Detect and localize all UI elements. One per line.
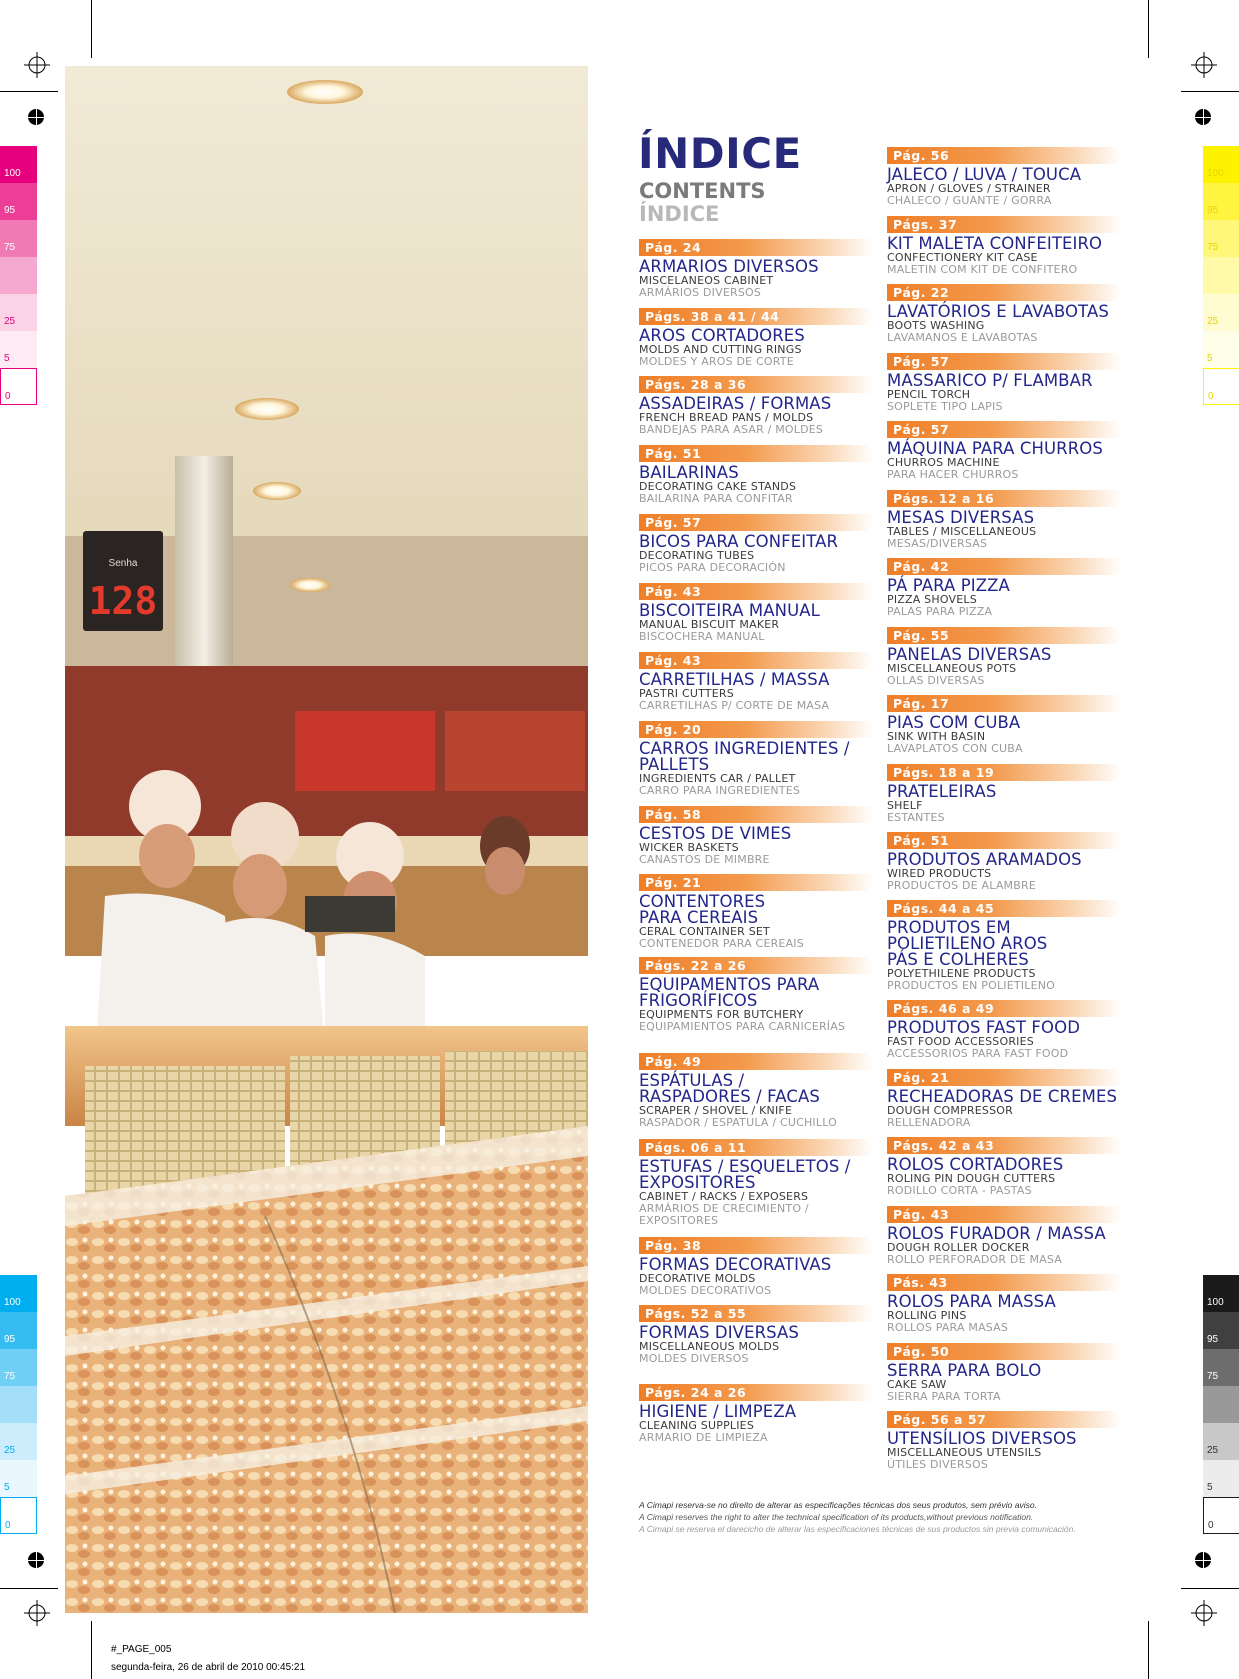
color-swatch — [0, 1423, 37, 1460]
swatch-label: 95 — [4, 205, 16, 216]
index-entry — [887, 147, 1122, 207]
english-translation: TABLES / MISCELLANEOUS — [887, 525, 1037, 538]
page-ref-badge: Págs. 44 a 45 — [887, 900, 1122, 917]
index-entry — [887, 284, 1122, 344]
index-entry — [887, 832, 1122, 892]
spanish-translation: ROLLO PERFORADOR DE MASA — [887, 1253, 1062, 1266]
index-entry — [887, 900, 1122, 992]
page-ref-badge: Pág. 56 a 57 — [887, 1411, 1122, 1428]
page-ref-badge: Pág. 43 — [887, 1206, 1122, 1223]
swatch-label: 0 — [5, 391, 11, 402]
page-title: ÍNDICE — [638, 129, 802, 178]
page-ref-badge: Págs. 42 a 43 — [887, 1137, 1122, 1154]
page-ref-badge: Pág. 21 — [887, 1069, 1122, 1086]
spanish-translation: RASPADOR / ESPATULA / CUCHILLO — [639, 1116, 837, 1129]
index-entry — [887, 1274, 1122, 1334]
index-entry — [639, 652, 874, 712]
swatch-label: 5 — [1207, 1482, 1213, 1493]
spanish-translation: MESAS/DIVERSAS — [887, 537, 988, 550]
english-translation: CLEANING SUPPLIES — [639, 1419, 755, 1432]
page-ref-badge: Págs. 28 a 36 — [639, 376, 874, 393]
color-swatch — [0, 294, 37, 331]
swatch-label: 5 — [1207, 353, 1213, 364]
spanish-translation: ARMÁRIOS DIVERSOS — [639, 286, 762, 299]
product-name: UTENSÍLIOS DIVERSOS — [887, 1429, 1077, 1448]
crop-mark — [91, 1621, 92, 1679]
product-name: PRODUTOS ARAMADOS — [887, 850, 1082, 869]
english-translation: CONFECTIONERY KIT CASE — [887, 251, 1038, 264]
product-name: EQUIPAMENTOS PARA FRIGORÍFICOS — [639, 975, 820, 1010]
index-entry — [639, 1053, 874, 1129]
product-name: ROLOS PARA MASSA — [887, 1292, 1056, 1311]
spanish-translation: BAILARINA PARA CONFITAR — [639, 492, 793, 505]
english-translation: DECORATING TUBES — [639, 549, 755, 562]
color-swatch — [1203, 1349, 1239, 1386]
spanish-translation: ARMÁRIOS DE CRECIMIENTO / EXPOSITORES — [639, 1202, 809, 1227]
crop-mark — [0, 1588, 58, 1589]
color-swatch — [1203, 1275, 1239, 1312]
footer-timestamp: segunda-feira, 26 de abril de 2010 00:45:21 — [111, 1662, 306, 1673]
product-name: MÁQUINA PARA CHURROS — [887, 439, 1103, 458]
index-entry — [639, 1139, 874, 1227]
disclaimer-es: A Cimapi se reserva el darecicho de alterar las especificaciones técnicas de sus productos sin previa comunicación. — [639, 1524, 1076, 1534]
product-name: RECHEADORAS DE CREMES — [887, 1087, 1118, 1106]
english-translation: POLYETHILENE PRODUCTS — [887, 967, 1036, 980]
swatch-label: 100 — [1207, 1297, 1224, 1308]
color-swatch — [1203, 294, 1239, 331]
product-name: PIAS COM CUBA — [887, 713, 1021, 732]
english-translation: FAST FOOD ACCESSORIES — [887, 1035, 1034, 1048]
product-name: PANELAS DIVERSAS — [887, 645, 1052, 664]
counter-display: 128 — [88, 579, 158, 623]
page-ref-badge: Págs. 24 a 26 — [639, 1384, 874, 1401]
page-ref-badge: Pág. 38 — [639, 1237, 874, 1254]
registration-mark-icon — [24, 52, 50, 78]
spanish-translation: OLLAS DIVERSAS — [887, 674, 985, 687]
color-swatch — [1203, 1312, 1239, 1349]
index-entry — [639, 445, 874, 505]
crop-mark — [0, 91, 58, 92]
spanish-translation: ESTANTES — [887, 811, 945, 824]
page-ref-badge: Págs. 18 a 19 — [887, 764, 1122, 781]
index-entry — [639, 583, 874, 643]
color-swatch — [1203, 1423, 1239, 1460]
spanish-translation: CANASTOS DE MIMBRE — [639, 853, 770, 866]
english-translation: SHELF — [887, 799, 923, 812]
english-translation: MISCELLANEOUS MOLDS — [639, 1340, 780, 1353]
registration-mark-icon — [24, 1600, 50, 1626]
spanish-translation: MOLDES Y AROS DE CORTE — [639, 355, 794, 368]
index-entry — [639, 514, 874, 574]
product-name: ROLOS CORTADORES — [887, 1155, 1064, 1174]
spanish-translation: SIERRA PARA TORTA — [887, 1390, 1001, 1403]
page-ref-badge: Págs. 38 a 41 / 44 — [639, 308, 874, 325]
product-name: ASSADEIRAS / FORMAS — [639, 394, 832, 413]
page-ref-badge: Págs. 06 a 11 — [639, 1139, 874, 1156]
page-ref-badge: Pág. 17 — [887, 695, 1122, 712]
spanish-translation: ARMARIO DE LIMPIEZA — [639, 1431, 768, 1444]
product-name: BICOS PARA CONFEITAR — [639, 532, 839, 551]
index-entry — [887, 558, 1122, 618]
page-ref-badge: Págs. 12 a 16 — [887, 490, 1122, 507]
english-translation: MISCELLANEOUS UTENSILS — [887, 1446, 1042, 1459]
spanish-translation: LAVAMANOS E LAVABOTAS — [887, 331, 1038, 344]
page-ref-badge: Pág. 20 — [639, 721, 874, 738]
english-translation: SCRAPER / SHOVEL / KNIFE — [639, 1104, 793, 1117]
product-name: HIGIENE / LIMPEZA — [639, 1402, 797, 1421]
english-translation: ROLING PIN DOUGH CUTTERS — [887, 1172, 1056, 1185]
index-entry — [887, 1137, 1122, 1197]
product-name: CESTOS DE VIMES — [639, 824, 792, 843]
registration-dot-icon — [1195, 1552, 1211, 1568]
swatch-label: 95 — [1207, 1334, 1219, 1345]
registration-mark-icon — [1191, 1600, 1217, 1626]
spanish-translation: SOPLETE TIPO LAPIS — [887, 400, 1003, 413]
bakery-photo — [65, 66, 588, 1613]
swatch-label: 95 — [1207, 205, 1219, 216]
index-entry — [887, 1343, 1122, 1403]
crop-mark — [1181, 91, 1239, 92]
swatch-label: 100 — [1207, 168, 1224, 179]
product-name: FORMAS DECORATIVAS — [639, 1255, 832, 1274]
page-ref-badge: Pág. 24 — [639, 239, 874, 256]
page-ref-badge: Pág. 50 — [887, 1343, 1122, 1360]
page-ref-badge: Pág. 57 — [639, 514, 874, 531]
product-name: PÁ PARA PIZZA — [887, 576, 1010, 595]
spanish-translation: ROLLOS PARA MASAS — [887, 1321, 1009, 1334]
page-ref-badge: Pág. 49 — [639, 1053, 874, 1070]
crop-mark — [91, 0, 92, 58]
spanish-translation: PRODUCTOS EN POLIETILENO — [887, 979, 1056, 992]
page-subtitle-en: CONTENTS — [639, 179, 766, 203]
crop-mark — [1148, 1621, 1149, 1679]
color-swatch — [0, 368, 37, 405]
page-ref-badge: Pág. 21 — [639, 874, 874, 891]
index-entry — [639, 1305, 874, 1365]
english-translation: DECORATIVE MOLDS — [639, 1272, 756, 1285]
color-swatch — [1203, 1497, 1239, 1534]
display-label: Senha — [108, 558, 138, 569]
spanish-translation: ÚTILES DIVERSOS — [887, 1458, 989, 1471]
spanish-translation: CHALECO / GUANTE / GORRA — [887, 194, 1052, 207]
index-entry — [887, 695, 1122, 755]
color-swatch — [0, 1349, 37, 1386]
spanish-translation: BISCOCHERA MANUAL — [639, 630, 765, 643]
swatch-label: 0 — [1208, 1520, 1214, 1531]
crop-mark — [1181, 1588, 1239, 1589]
product-name: FORMAS DIVERSAS — [639, 1323, 799, 1342]
swatch-label: 75 — [1207, 1371, 1219, 1382]
registration-dot-icon — [28, 109, 44, 125]
index-entry — [887, 627, 1122, 687]
english-translation: CABINET / RACKS / EXPOSERS — [639, 1190, 809, 1203]
product-name: LAVATÓRIOS E LAVABOTAS — [887, 302, 1109, 321]
page-ref-badge: Pág. 51 — [887, 832, 1122, 849]
index-entry — [639, 239, 874, 299]
english-translation: BOOTS WASHING — [887, 319, 985, 332]
index-entry — [887, 490, 1122, 550]
page-ref-badge: Págs. 37 — [887, 216, 1122, 233]
index-entry — [639, 806, 874, 866]
spanish-translation: PARA HACER CHURROS — [887, 468, 1019, 481]
english-translation: MISCELLANEOUS POTS — [887, 662, 1017, 675]
color-swatch — [1203, 331, 1239, 368]
swatch-label: 75 — [1207, 242, 1219, 253]
color-bar-yellow — [1203, 146, 1239, 405]
page-ref-badge: Págs. 52 a 55 — [639, 1305, 874, 1322]
swatch-label: 100 — [4, 1297, 21, 1308]
index-entry — [639, 308, 874, 368]
index-entry — [887, 1000, 1122, 1060]
swatch-label: 5 — [4, 353, 10, 364]
product-name: ROLOS FURADOR / MASSA — [887, 1224, 1106, 1243]
english-translation: ROLLING PINS — [887, 1309, 967, 1322]
color-bar-magenta — [0, 146, 37, 405]
spanish-translation: ACCESSORIOS PARA FAST FOOD — [887, 1047, 1069, 1060]
color-swatch — [0, 146, 37, 183]
color-swatch — [0, 1386, 37, 1423]
index-entry — [887, 764, 1122, 824]
spanish-translation: PALAS PARA PIZZA — [887, 605, 993, 618]
color-swatch — [1203, 220, 1239, 257]
english-translation: DOUGH COMPRESSOR — [887, 1104, 1013, 1117]
footer-page-id: #_PAGE_005 — [111, 1644, 172, 1655]
english-translation: MANUAL BISCUIT MAKER — [639, 618, 780, 631]
english-translation: PENCIL TORCH — [887, 388, 971, 401]
english-translation: APRON / GLOVES / STRAINER — [887, 182, 1051, 195]
product-name: SERRA PARA BOLO — [887, 1361, 1042, 1380]
page-ref-badge: Pág. 42 — [887, 558, 1122, 575]
product-name: ESPÁTULAS / RASPADORES / FACAS — [639, 1071, 820, 1106]
index-entry — [639, 874, 874, 950]
registration-mark-icon — [1191, 52, 1217, 78]
swatch-label: 25 — [1207, 316, 1219, 327]
product-name: ARMARIOS DIVERSOS — [639, 257, 819, 276]
page-ref-badge: Pág. 43 — [639, 583, 874, 600]
product-name: AROS CORTADORES — [639, 326, 805, 345]
page-ref-badge: Págs. 46 a 49 — [887, 1000, 1122, 1017]
page-ref-badge: Pág. 57 — [887, 353, 1122, 370]
english-translation: DECORATING CAKE STANDS — [639, 480, 797, 493]
index-entry — [639, 1384, 874, 1444]
color-swatch — [1203, 146, 1239, 183]
color-bar-cyan — [0, 1275, 37, 1534]
english-translation: WIRED PRODUCTS — [887, 867, 992, 880]
page-ref-badge: Pág. 55 — [887, 627, 1122, 644]
page-ref-badge: Pág. 56 — [887, 147, 1122, 164]
spanish-translation: LAVAPLATOS CON CUBA — [887, 742, 1023, 755]
index-entry — [887, 216, 1122, 276]
spanish-translation: PICOS PARA DECORACIÓN — [639, 561, 786, 574]
page-subtitle-es: ÍNDICE — [639, 202, 720, 226]
color-bar-black — [1203, 1275, 1239, 1534]
spanish-translation: CONTENEDOR PARA CEREAIS — [639, 937, 804, 950]
spanish-translation: MALETIN COM KIT DE CONFITERO — [887, 263, 1078, 276]
page-ref-badge: Pág. 57 — [887, 421, 1122, 438]
index-entry — [887, 353, 1122, 413]
product-name: PRODUTOS FAST FOOD — [887, 1018, 1081, 1037]
english-translation: DOUGH ROLLER DOCKER — [887, 1241, 1030, 1254]
english-translation: CAKE SAW — [887, 1378, 947, 1391]
page-ref-badge: Pás. 43 — [887, 1274, 1122, 1291]
crop-mark — [1148, 0, 1149, 58]
page-ref-badge: Pág. 22 — [887, 284, 1122, 301]
color-swatch — [0, 1460, 37, 1497]
swatch-label: 0 — [1208, 391, 1214, 402]
index-entry — [887, 1069, 1122, 1129]
english-translation: MISCELANEOS CABINET — [639, 274, 774, 287]
color-swatch — [1203, 183, 1239, 220]
english-translation: EQUIPMENTS FOR BUTCHERY — [639, 1008, 804, 1021]
color-swatch — [0, 257, 37, 294]
color-swatch — [1203, 368, 1239, 405]
color-swatch — [1203, 1386, 1239, 1423]
swatch-label: 25 — [4, 1445, 16, 1456]
swatch-label: 95 — [4, 1334, 16, 1345]
spanish-translation: PRODUCTOS DE ALAMBRE — [887, 879, 1036, 892]
swatch-label: 5 — [4, 1482, 10, 1493]
english-translation: MOLDS AND CUTTING RINGS — [639, 343, 802, 356]
product-name: PRODUTOS EM POLIETILENO AROS PÁS E COLHERES — [887, 918, 1048, 969]
index-entry — [639, 1237, 874, 1297]
page-ref-badge: Págs. 22 a 26 — [639, 957, 874, 974]
spanish-translation: MOLDES DIVERSOS — [639, 1352, 749, 1365]
spanish-translation: BANDEJAS PARA ASAR / MOLDES — [639, 423, 824, 436]
registration-dot-icon — [1195, 109, 1211, 125]
page-ref-badge: Pág. 51 — [639, 445, 874, 462]
english-translation: PASTRI CUTTERS — [639, 687, 734, 700]
spanish-translation: CARRETILHAS P/ CORTE DE MASA — [639, 699, 830, 712]
color-swatch — [0, 183, 37, 220]
product-name: PRATELEIRAS — [887, 782, 997, 801]
spanish-translation: MOLDES DECORATIVOS — [639, 1284, 772, 1297]
registration-dot-icon — [28, 1552, 44, 1568]
swatch-label: 75 — [4, 242, 16, 253]
index-entry — [887, 1411, 1122, 1471]
color-swatch — [0, 1497, 37, 1534]
swatch-label: 75 — [4, 1371, 16, 1382]
english-translation: CERAL CONTAINER SET — [639, 925, 770, 938]
swatch-label: 25 — [1207, 1445, 1219, 1456]
index-entry — [887, 421, 1122, 481]
page-ref-badge: Pág. 58 — [639, 806, 874, 823]
english-translation: FRENCH BREAD PANS / MOLDS — [639, 411, 814, 424]
color-swatch — [1203, 257, 1239, 294]
english-translation: PIZZA SHOVELS — [887, 593, 977, 606]
product-name: MASSARICO P/ FLAMBAR — [887, 371, 1093, 390]
english-translation: WICKER BASKETS — [639, 841, 739, 854]
swatch-label: 100 — [4, 168, 21, 179]
disclaimer-pt: A Cimapi reserva-se no direito de alterar as especificações técnicas dos seus produtos, sem prévio aviso. — [639, 1500, 1037, 1510]
index-entry — [639, 721, 874, 797]
product-name: ESTUFAS / ESQUELETOS / EXPOSITORES — [639, 1157, 851, 1192]
index-entry — [639, 376, 874, 436]
spanish-translation: RELLENADORA — [887, 1116, 971, 1129]
color-swatch — [0, 331, 37, 368]
spanish-translation: CARRO PARA INGREDIENTES — [639, 784, 801, 797]
disclaimer-en: A Cimapi reserves the right to alter the technical specification of its products,without previous notification. — [639, 1512, 1034, 1522]
swatch-label: 0 — [5, 1520, 11, 1531]
swatch-label: 25 — [4, 316, 16, 327]
product-name: JALECO / LUVA / TOUCA — [887, 165, 1082, 184]
product-name: CONTENTORES PARA CEREAIS — [639, 892, 766, 927]
page-ref-badge: Pág. 43 — [639, 652, 874, 669]
english-translation: INGREDIENTS CAR / PALLET — [639, 772, 796, 785]
product-name: MESAS DIVERSAS — [887, 508, 1035, 527]
spanish-translation: RODILLO CORTA - PASTAS — [887, 1184, 1032, 1197]
product-name: BAILARINAS — [639, 463, 739, 482]
index-entry — [639, 957, 874, 1033]
english-translation: SINK WITH BASIN — [887, 730, 986, 743]
color-swatch — [0, 1275, 37, 1312]
product-name: CARROS INGREDIENTES / PALLETS — [639, 739, 850, 774]
product-name: BISCOITEIRA MANUAL — [639, 601, 820, 620]
spanish-translation: EQUIPAMIENTOS PARA CARNICERÍAS — [639, 1020, 846, 1033]
color-swatch — [1203, 1460, 1239, 1497]
index-entry — [887, 1206, 1122, 1266]
product-name: CARRETILHAS / MASSA — [639, 670, 830, 689]
color-swatch — [0, 220, 37, 257]
product-name: KIT MALETA CONFEITEIRO — [887, 234, 1103, 253]
color-swatch — [0, 1312, 37, 1349]
english-translation: CHURROS MACHINE — [887, 456, 1000, 469]
